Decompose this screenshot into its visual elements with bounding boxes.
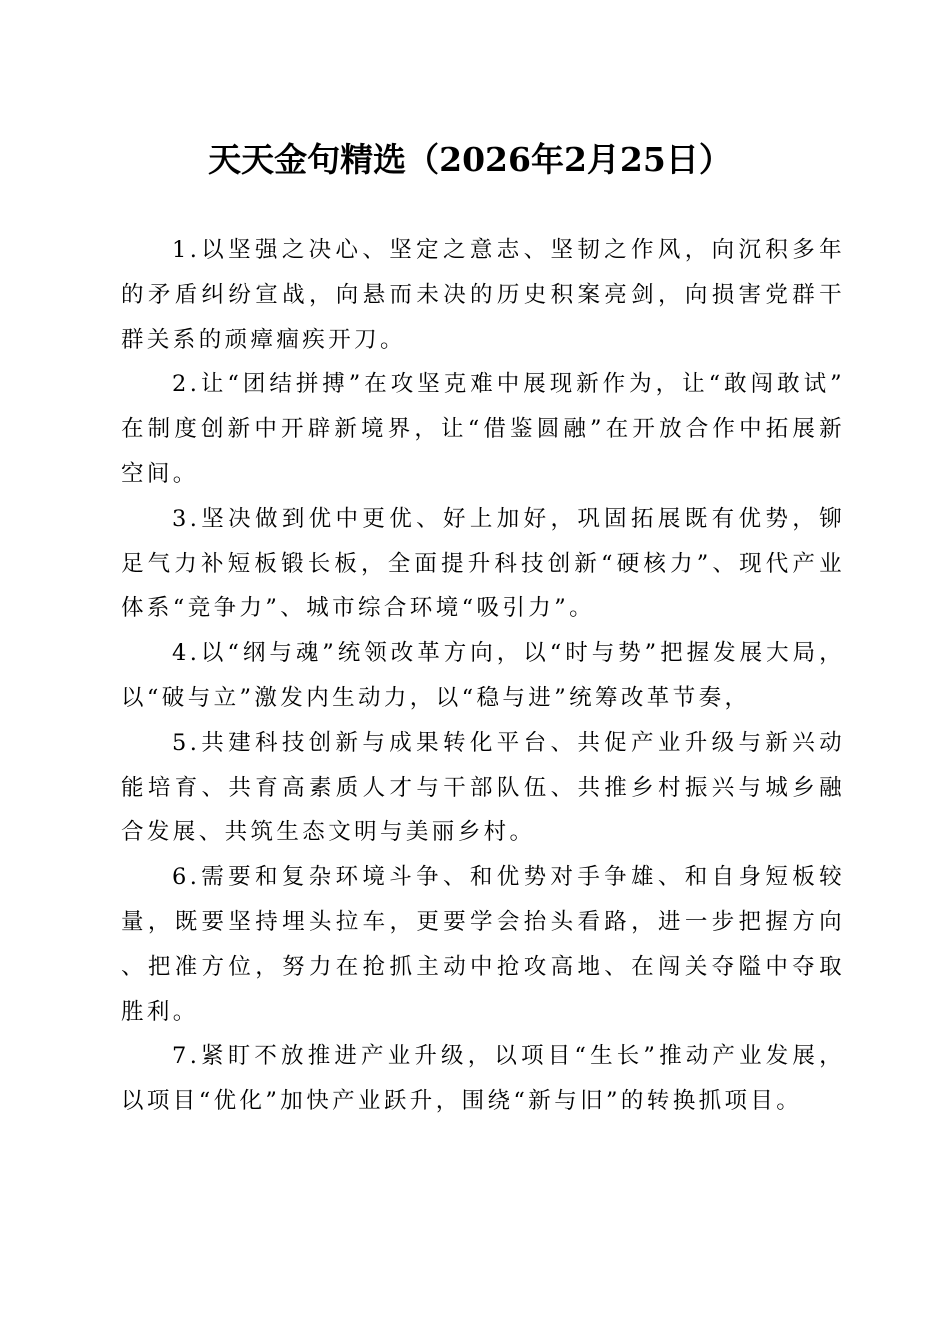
document-title: 天天金句精选（2026年2月25日） — [208, 140, 732, 179]
quote-paragraph-7: 7.紧盯不放推进产业升级，以项目“生长”推动产业发展，以项目“优化”加快产业跃升，围绕“新与旧”的转换抓项目。 — [121, 1043, 845, 1115]
quote-paragraph-1: 1.以坚强之决心、坚定之意志、坚韧之作风，向沉积多年的矛盾纠纷宣战，向悬而未决的历史积案亮剑，向损害党群干群关系的顽瘴痼疾开刀。 — [121, 237, 845, 353]
quote-paragraph-4: 4.以“纲与魂”统领改革方向，以“时与势”把握发展大局，以“破与立”激发内生动力，以“稳与进”统筹改革节奏， — [121, 640, 845, 711]
quote-paragraph-5: 5.共建科技创新与成果转化平台、共促产业升级与新兴动能培育、共育高素质人才与干部队伍、共推乡村振兴与城乡融合发展、共筑生态文明与美丽乡村。 — [121, 729, 845, 846]
quote-paragraph-6: 6.需要和复杂环境斗争、和优势对手争雄、和自身短板较量，既要坚持埋头拉车，更要学会抬头看路，进一步把握方向、把准方位，努力在抢抓主动中抢攻高地、在闯关夺隘中夺取胜利。 — [121, 864, 845, 1025]
document-body — [121, 228, 845, 1124]
quote-paragraph-3: 3.坚决做到优中更优、好上加好，巩固拓展既有优势，铆足气力补短板锻长板，全面提升科技创新“硬核力”、现代产业体系“竞争力”、城市综合环境“吸引力”。 — [121, 505, 845, 622]
quote-paragraph-2: 2.让“团结拼搏”在攻坚克难中展现新作为，让“敢闯敢试”在制度创新中开辟新境界，让“借鉴圆融”在开放合作中拓展新空间。 — [121, 371, 845, 487]
